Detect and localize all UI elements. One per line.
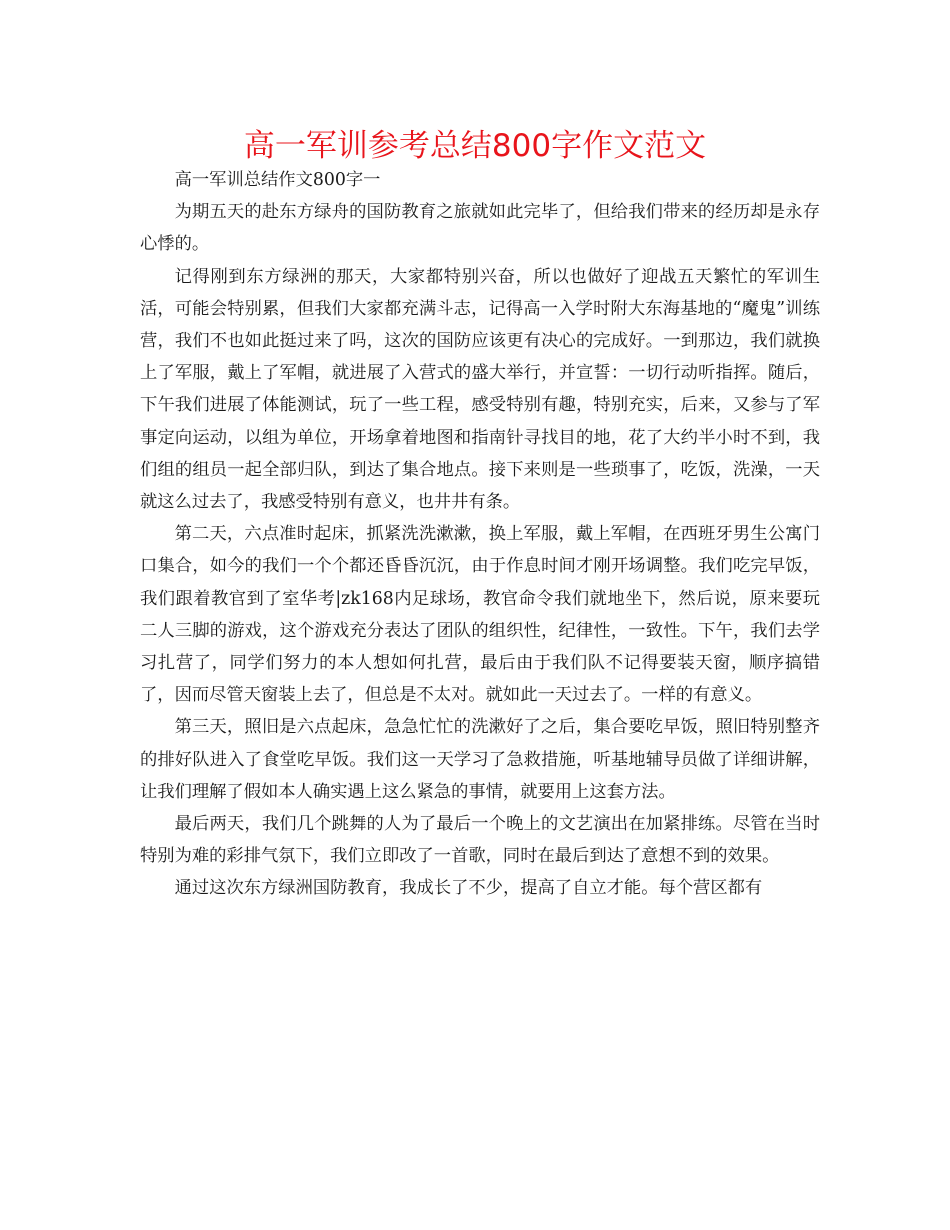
paragraph-day-three: 第三天，照旧是六点起床，急急忙忙的洗漱好了之后，集合要吃早饭，照旧特别整齐的排好队进入了食堂吃早饭。我们这一天学习了急救措施，听基地辅导员做了详细讲解，让我们理解了假如本人确实遇上这么紧急的事情，就要用上这套方法。 xyxy=(140,717,820,802)
section-heading: 高一军训总结作文800字一 xyxy=(174,170,381,190)
paragraph-day-two: 第二天，六点准时起床，抓紧洗洗漱漱，换上军服，戴上军帽，在西班牙男生公寓门口集合，如今的我们一个个都还昏昏沉沉，由于作息时间才刚开场调整。我们吃完早饭，我们跟着教官到了室华考|zk168内足球场，教官命令我们就地坐下，然后说，原来要玩二人三脚的游戏，这个游戏充分表达了团队的组织性，纪律性，一致性。下午，我们去学习扎营了，同学们努力的本人想如何扎营，最后由于我们队不记得要装天窗，顺序搞错了，因而尽管天窗装上去了，但总是不太对。就如此一天过去了。一样的有意义。 xyxy=(140,524,820,706)
paragraph-intro: 为期五天的赴东方绿舟的国防教育之旅就如此完毕了，但给我们带来的经历却是永存心悸的。 xyxy=(140,202,820,255)
document-title: 高一军训参考总结800字作文范文 xyxy=(243,128,707,164)
paragraph-conclusion: 通过这次东方绿洲国防教育，我成长了不少，提高了自立才能。每个营区都有 xyxy=(174,878,763,899)
document-body xyxy=(140,164,820,905)
paragraph-last-days: 最后两天，我们几个跳舞的人为了最后一个晚上的文艺演出在加紧排练。尽管在当时特别为难的彩排气氛下，我们立即改了一首歌，同时在最后到达了意想不到的效果。 xyxy=(140,814,820,867)
paragraph-day-one: 记得刚到东方绿洲的那天，大家都特别兴奋，所以也做好了迎战五天繁忙的军训生活，可能会特别累，但我们大家都充满斗志，记得高一入学时附大东海基地的“魔鬼”训练营，我们不也如此挺过来了吗，这次的国防应该更有决心的完成好。一到那边，我们就换上了军服，戴上了军帽，就进展了入营式的盛大举行，并宣誓：一切行动听指挥。随后，下午我们进展了体能测试，玩了一些工程，感受特别有趣，特别充实，后来，又参与了军事定向运动，以组为单位，开场拿着地图和指南针寻找目的地，花了大约半小时不到，我们组的组员一起全部归队，到达了集合地点。接下来则是一些琐事了，吃饭，洗澡，一天就这么过去了，我感受特别有意义，也井井有条。 xyxy=(140,266,820,513)
